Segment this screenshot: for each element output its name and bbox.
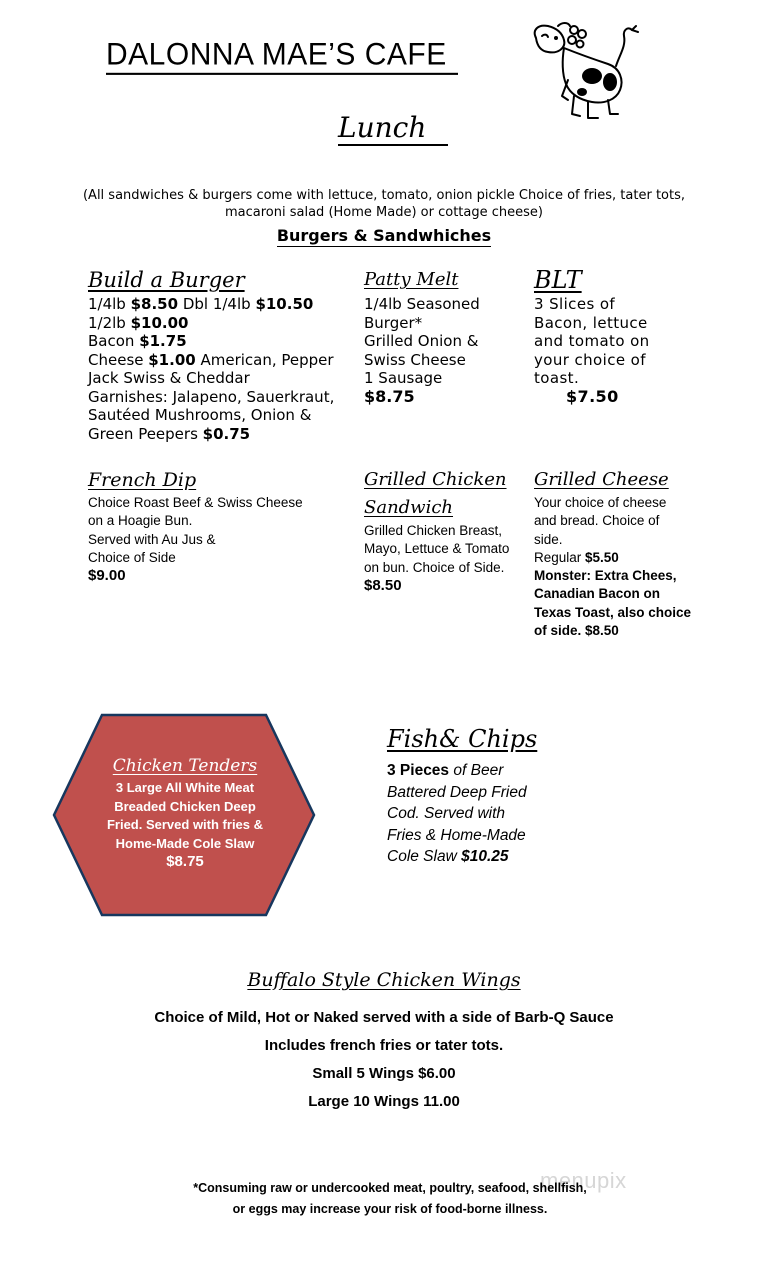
item-price: $7.50 — [566, 386, 619, 406]
item-description: 1/4lb $8.50 Dbl 1/4lb $10.50 1/2lb $10.00 Bacon $1.75 Cheese $1.00 American, Pepper Jack Swiss & Cheddar Garnishes: Jalapeno, Sauerkraut, Sautéed Mushrooms, Onion & Green Peepers $0.75 — [88, 295, 335, 443]
item-price: $8.50 — [364, 576, 402, 594]
menu-item-blt — [534, 265, 714, 406]
intro-note: (All sandwiches & burgers come with lettuce, tomato, onion pickle Choice of fries, tater tots, macaroni salad (Home Made) or cottage cheese) — [82, 188, 685, 220]
item-name: Grilled Cheese — [534, 469, 669, 490]
item-price: $8.75 — [364, 386, 415, 406]
menu-item-build-burger — [88, 265, 358, 443]
item-description: 1/4lb Seasoned Burger* Grilled Onion & Swiss Cheese 1 Sausage $8.75 — [364, 295, 524, 406]
item-name: BLT — [534, 266, 582, 294]
item-price: $8.75 — [166, 853, 204, 870]
item-price: $9.00 — [88, 567, 126, 585]
menu-item-wings — [0, 966, 768, 994]
item-description: Your choice of cheese and bread. Choice of side. Regular $5.50 Monster: Extra Chees, Canadian Bacon on Texas Toast, also choice of side. $8.50 — [534, 495, 692, 639]
item-description: 3 Pieces of Beer Battered Deep Fried Cod. Served with Fries & Home-Made Cole Slaw $10.25 — [387, 762, 527, 865]
menu-item-chicken-tenders: Chicken Tenders 3 Large All White Meat Breaded Chicken Deep Fried. Served with fries & Home-Made Cole Slaw $8.75 — [80, 753, 290, 872]
item-description: Grilled Chicken Breast, Mayo, Lettuce & Tomato on bun. Choice of Side. $8.50 — [364, 522, 529, 595]
menu-title: Lunch — [338, 112, 448, 146]
menu-item-grilled-cheese — [534, 466, 714, 640]
item-description: Choice Roast Beef & Swiss Cheese on a Hoagie Bun. Served with Au Jus & Choice of Side $9.00 — [88, 494, 348, 585]
cafe-name: DALONNA MAE’S CAFE — [106, 37, 458, 75]
item-name: Grilled Chicken — [364, 469, 507, 490]
menu-item-french-dip — [88, 466, 348, 585]
cow-icon — [528, 18, 640, 124]
item-name: Fish& Chips — [387, 725, 538, 753]
item-name: Chicken Tenders — [112, 756, 258, 776]
menu-item-patty-melt — [364, 265, 524, 406]
item-name: Buffalo Style Chicken Wings — [247, 969, 521, 991]
food-safety-disclaimer: *Consuming raw or undercooked meat, poultry, seafood, shellfish, or eggs may increase your risk of food-borne illness. — [193, 1181, 587, 1216]
menu-item-fish-chips — [387, 724, 587, 868]
item-name: French Dip — [88, 469, 197, 491]
menu-item-grilled-chicken — [364, 466, 529, 595]
item-name: Patty Melt — [364, 269, 459, 290]
item-description: 3 Slices of Bacon, lettuce and tomato on your choice of toast. $7.50 — [534, 295, 714, 406]
section-heading: Burgers & Sandwhiches — [276, 226, 492, 245]
wings-description: Choice of Mild, Hot or Naked served with a side of Barb-Q Sauce Includes french fries or tater tots. Small 5 Wings $6.00 Large 10 Wings 11.00 — [154, 1009, 614, 1110]
watermark: menupix — [540, 1168, 627, 1193]
item-name-line2: Sandwich — [364, 497, 454, 518]
item-name: Build a Burger — [88, 268, 245, 292]
